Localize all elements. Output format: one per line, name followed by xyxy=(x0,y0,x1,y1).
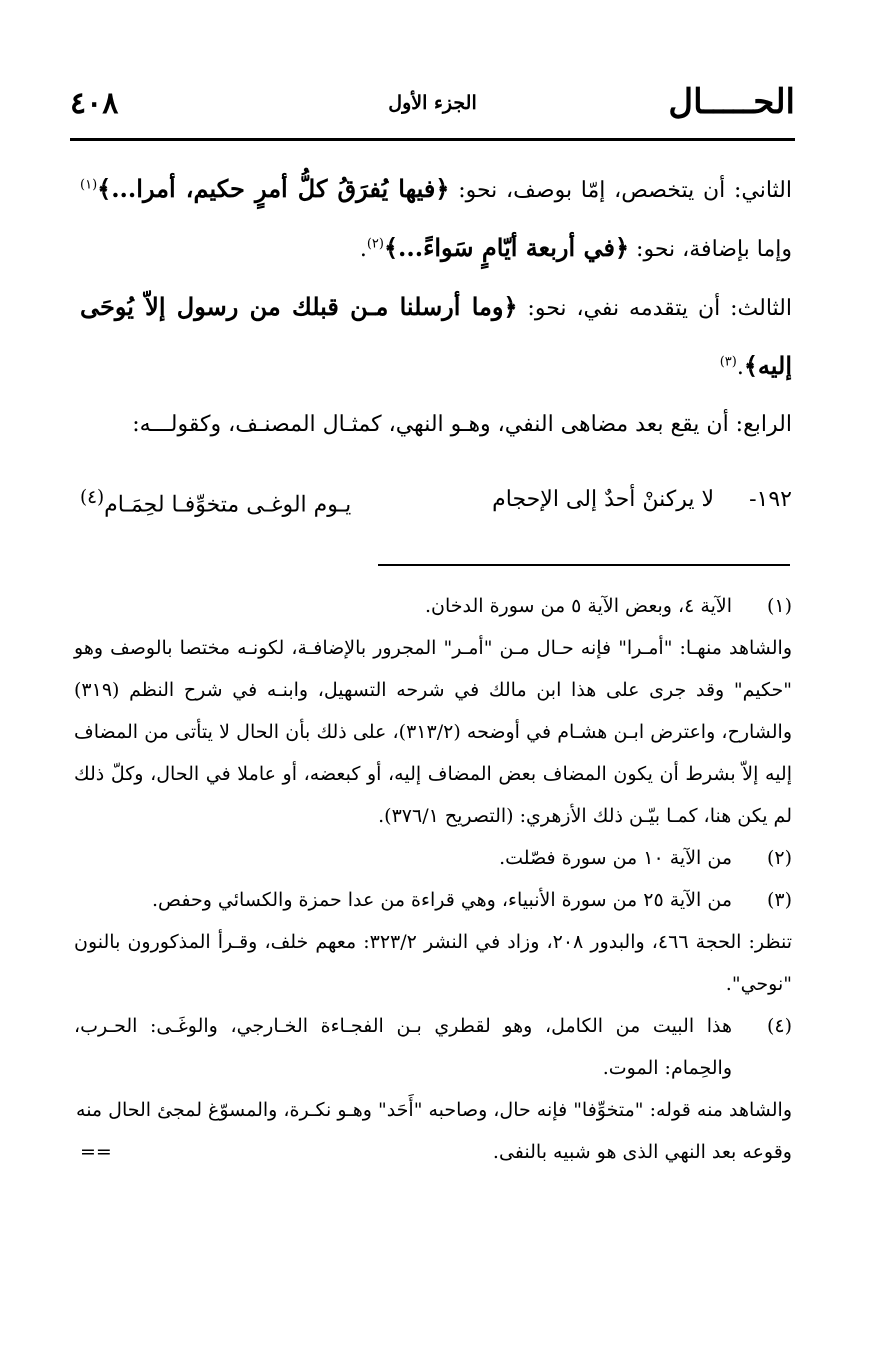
footnote-2-number: (٢) xyxy=(766,847,792,869)
footnote-4-number: (٤) xyxy=(766,1015,792,1037)
page-number: ٤٠٨ xyxy=(70,86,119,121)
verse-first-hemistich: لا يركننْ أحدٌ إلى الإحجام xyxy=(492,487,714,512)
footnote-2-text: من الآية ١٠ من سورة فصّلت. xyxy=(499,847,732,869)
main-text xyxy=(80,160,792,453)
quran-quote-3: ﴿وما أرسلنا مـن قبلك من رسول إلاّ يُوحَى إليه﴾ xyxy=(80,292,792,380)
paragraph-second-condition xyxy=(80,160,792,278)
footnote-separator xyxy=(378,564,790,566)
p4-text: الرابع: أن يقع بعد مضاهى النفي، وهـو النهي، كمثـال المصنـف، وكقولـــه: xyxy=(132,412,792,437)
footnote-4 xyxy=(74,1005,792,1089)
footnote-ref-1[interactable]: (١) xyxy=(80,177,98,193)
verse-second-hemistich xyxy=(80,487,351,517)
p2-mid: وإما بإضافة، نحو: xyxy=(629,237,792,262)
footnote-4-first-line: هذا البيت من الكامل، وهو لقطري بـن الفجـاءة الخـارجي، والوغَـى: الحـرب، والحِمام: الموت. xyxy=(74,1015,732,1079)
footnote-3-body: تنظر: الحجة ٤٦٦، والبدور ٢٠٨، وزاد في النشر ٣٢٣/٢: معهم خلف، وقـرأ المذكورون بالنون "نوحي". xyxy=(74,931,793,995)
footnote-ref-2[interactable]: (٢) xyxy=(366,236,384,252)
chapter-title: الحـــــال xyxy=(668,82,795,122)
footnote-ref-4[interactable]: (٤) xyxy=(80,487,105,508)
footnote-4-body: والشاهد منه قوله: "متخوِّفا" فإنه حال، وصاحبه "أَحَد" وهـو نكـرة، والمسوّغ لمجئ الحال منه وقوعه بعد النهي الذى هو شبيه بالنفى. xyxy=(76,1099,792,1163)
verse-second-hemistich-text: يـوم الوغـى متخوِّفـا لحِمَـام xyxy=(104,492,352,518)
quran-quote-2: ﴿في أربعة أيّامٍ سَواءً...﴾ xyxy=(383,233,630,262)
paragraph-third-condition xyxy=(80,278,792,396)
p2-end: . xyxy=(359,237,367,262)
p3-dot: . xyxy=(736,355,744,380)
footnote-1-first-line: الآية ٤، وبعض الآية ٥ من سورة الدخان. xyxy=(424,595,732,617)
page-header xyxy=(70,82,795,132)
footnote-ref-3[interactable]: (٣) xyxy=(719,354,737,370)
footnote-1-body: والشاهد منهـا: "أمـرا" فإنه حـال مـن "أمـر" المجرور بالإضافـة، لكونـه مختصا بالوصف وهو "حكيم" وقد جرى على هذا ابن مالك في شرحه التسهيل، وابنـه في شرح النظم (٣١٩) والشارح، واعترض ابـن هشـام في أوضحه (٣١٣/٢)، على ذلك بأن الحال لا يتأتى من المضاف إليه إلاّ بشرط أن يكون المضاف بعض المضاف إليه، أو كبعضه، أو عاملا في الحال، وكلّ ذلك لم يكن هنا، كمـا بيّـن ذلك الأزهري: (التصريح ٣٧٦/١). xyxy=(74,637,792,827)
header-rule xyxy=(70,138,795,141)
footnote-1-number: (١) xyxy=(766,595,792,617)
quran-quote-1: ﴿فيها يُفرَقُ كلُّ أمرٍ حكيم، أمرا...﴾ xyxy=(97,174,450,203)
footnote-4-body-wrap xyxy=(74,1089,792,1173)
footnote-1 xyxy=(74,585,792,627)
paragraph-fourth-condition xyxy=(80,396,792,453)
verse-number: ١٩٢- xyxy=(749,487,792,512)
footnote-3-first-line: من الآية ٢٥ من سورة الأنبياء، وهي قراءة من عدا حمزة والكسائي وحفص. xyxy=(152,889,732,911)
footnote-3-number: (٣) xyxy=(766,889,792,911)
footnote-2 xyxy=(74,837,792,879)
part-label: الجزء الأول xyxy=(388,92,477,114)
poetry-verse xyxy=(80,487,792,535)
footnote-3 xyxy=(74,879,792,921)
continuation-mark: == xyxy=(80,1141,112,1163)
footnotes xyxy=(74,585,792,1173)
p3-intro: الثالث: أن يتقدمه نفي، نحو: xyxy=(517,296,792,321)
p2-intro: الثاني: أن يتخصص، إمّا بوصف، نحو: xyxy=(449,178,792,203)
